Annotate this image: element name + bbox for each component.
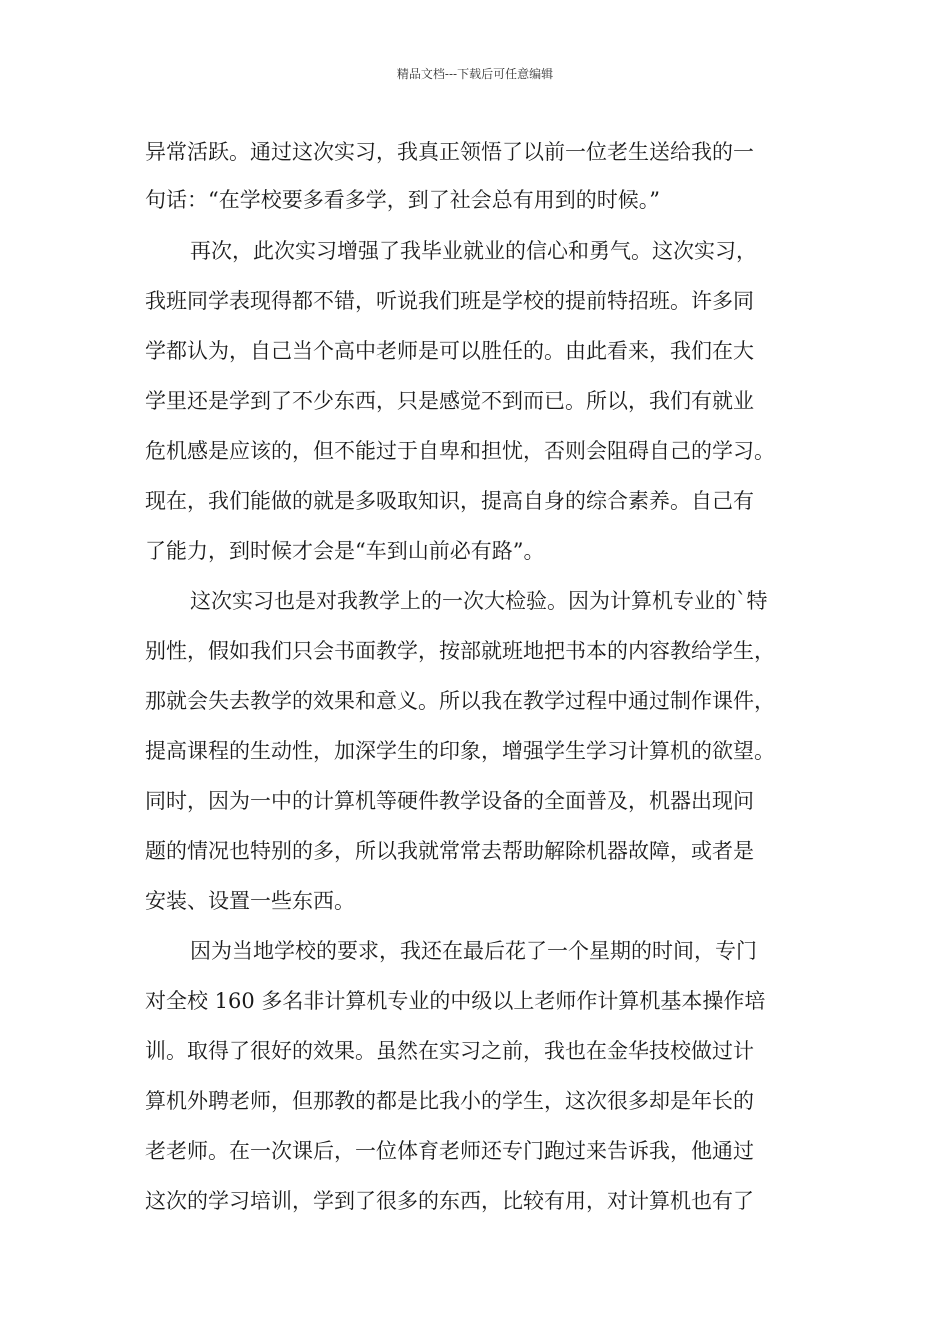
text-line-1: 异常活跃。通过这次实习，我真正领悟了以前一位老生送给我的一 (145, 140, 754, 164)
text-line-17: 因为当地学校的要求，我还在最后花了一个星期的时间，专门 (190, 939, 757, 963)
text-line-22: 这次的学习培训，学到了很多的东西，比较有用，对计算机也有了 (145, 1189, 754, 1213)
text-line-20: 算机外聘老师，但那教的都是比我小的学生，这次很多却是年长的 (145, 1089, 754, 1113)
text-line-9: 了能力，到时候才会是“车到山前必有路”。 (145, 539, 545, 563)
page-header: 精品文档---下载后可任意编辑 (396, 67, 554, 81)
text-line-10: 这次实习也是对我教学上的一次大检验。因为计算机专业的`特 (190, 589, 768, 613)
text-line-11: 别性，假如我们只会书面教学，按部就班地把书本的内容教给学生， (145, 639, 775, 663)
text-line-5: 学都认为，自己当个高中老师是可以胜任的。由此看来，我们在大 (145, 339, 754, 363)
text-line-19: 训。取得了很好的效果。虽然在实习之前，我也在金华技校做过计 (145, 1039, 754, 1063)
text-line-3: 再次，此次实习增强了我毕业就业的信心和勇气。这次实习， (190, 239, 757, 263)
text-line-18: 对全校 160 多名非计算机专业的中级以上老师作计算机基本操作培 (145, 989, 766, 1013)
text-line-7: 危机感是应该的，但不能过于自卑和担忧，否则会阻碍自己的学习。 (145, 439, 775, 463)
text-line-16: 安装、设置一些东西。 (145, 889, 355, 913)
text-line-21: 老老师。在一次课后，一位体育老师还专门跑过来告诉我，他通过 (145, 1139, 754, 1163)
text-line-4: 我班同学表现得都不错，听说我们班是学校的提前特招班。许多同 (145, 289, 754, 313)
text-line-2: 句话：“在学校要多看多学，到了社会总有用到的时候。” (145, 188, 660, 212)
text-line-8: 现在，我们能做的就是多吸取知识，提高自身的综合素养。自己有 (145, 489, 754, 513)
text-line-6: 学里还是学到了不少东西，只是感觉不到而已。所以，我们有就业 (145, 389, 754, 413)
text-line-12: 那就会失去教学的效果和意义。所以我在教学过程中通过制作课件， (145, 689, 775, 713)
text-line-15: 题的情况也特别的多，所以我就常常去帮助解除机器故障，或者是 (145, 839, 754, 863)
text-line-13: 提高课程的生动性，加深学生的印象，增强学生学习计算机的欲望。 (145, 739, 775, 763)
text-line-14: 同时，因为一中的计算机等硬件教学设备的全面普及，机器出现问 (145, 789, 754, 813)
